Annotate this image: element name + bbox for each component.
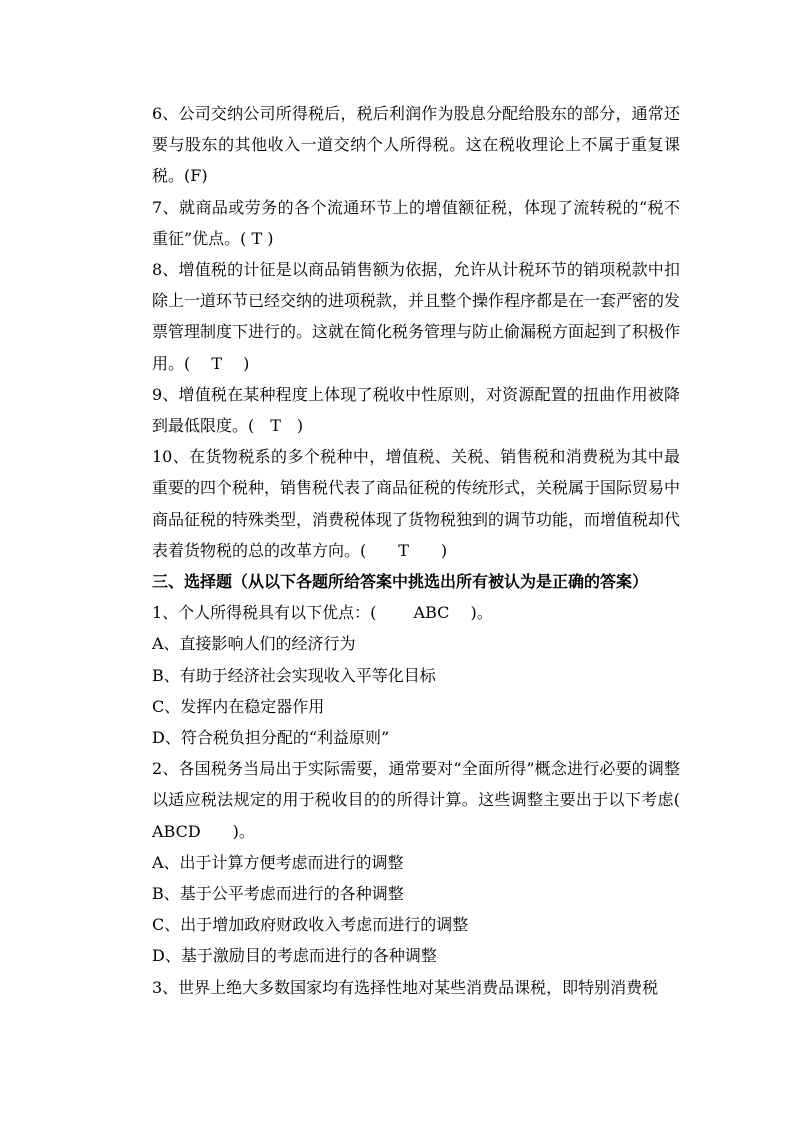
- question-1-option-a: A、直接影响人们的经济行为: [152, 634, 356, 654]
- section-heading: 三、选择题（从以下各题所给答案中挑选出所有被认为是正确的答案）: [152, 572, 649, 592]
- true-false-item-8: 8、增值税的计征是以商品销售额为依据，允许从计税环节的销项税款中扣除上一道环节已经交纳的进项税款，并且整个操作程序都是在一套严密的发票管理制度下进行的。这就在简化税务管理与防止偷漏税方面起到了积极作用。( T ): [152, 260, 681, 373]
- true-false-item-10: 10、在货物税系的多个税种中，增值税、关税、销售税和消费税为其中最重要的四个税种，销售税代表了商品征税的传统形式，关税属于国际贸易中商品征税的特殊类型，消费税体现了货物税独到的调节功能，而增值税却代表着货物税的总的改革方向。( T ): [152, 447, 681, 560]
- question-3-stem: 3、世界上绝大多数国家均有选择性地对某些消费品课税，即特别消费税: [152, 977, 659, 997]
- question-2-option-c: C、出于增加政府财政收入考虑而进行的调整: [152, 915, 469, 935]
- true-false-item-7: 7、就商品或劳务的各个流通环节上的增值额征税，体现了流转税的“税不重征”优点。( T ): [152, 197, 680, 248]
- question-2-option-a: A、出于计算方便考虑而进行的调整: [152, 852, 404, 872]
- question-2-option-b: B、基于公平考虑而进行的各种调整: [152, 884, 404, 904]
- question-1-option-d: D、符合税负担分配的“利益原则”: [152, 728, 390, 748]
- question-1-option-c: C、发挥内在稳定器作用: [152, 696, 325, 716]
- document-page: [152, 98, 713, 1003]
- question-2-option-d: D、基于激励目的考虑而进行的各种调整: [152, 946, 437, 966]
- question-1-stem: 1、个人所得税具有以下优点：( ABC )。: [152, 603, 493, 623]
- question-1-option-b: B、有助于经济社会实现收入平等化目标: [152, 665, 436, 685]
- true-false-item-9: 9、增值税在某种程度上体现了税收中性原则，对资源配置的扭曲作用被降到最低限度。( T ): [152, 384, 680, 436]
- question-2-stem: 2、各国税务当局出于实际需要，通常要对“全面所得”概念进行必要的调整以适应税法规定的用于税收目的的所得计算。这些调整主要出于以下考虑( ABCD )。: [152, 759, 713, 841]
- true-false-item-6: 6、公司交纳公司所得税后，税后利润作为股息分配给股东的部分，通常还要与股东的其他收入一道交纳个人所得税。这在税收理论上不属于重复课税。(F): [152, 104, 680, 186]
